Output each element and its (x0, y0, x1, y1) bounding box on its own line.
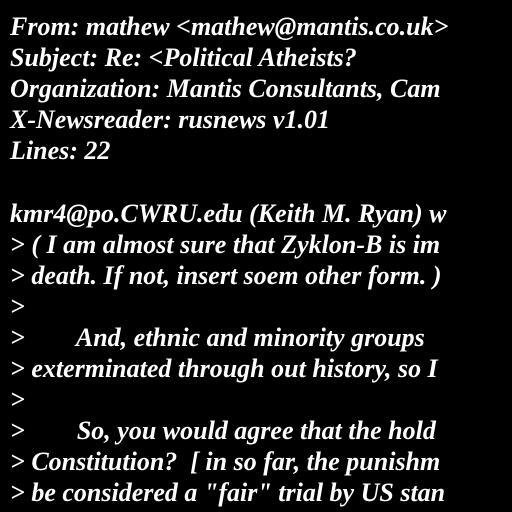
body-line-3: > death. If not, insert soem other form. ) (10, 261, 442, 290)
body-line-4: > (10, 292, 25, 321)
header-lines: Lines: 22 (10, 136, 111, 165)
body-line-10: > be considered a "fair" trial by US stan (10, 478, 446, 507)
header-organization: Organization: Mantis Consultants, Cam (10, 74, 441, 103)
body-line-9: > Constitution? [ in so far, the punishm (10, 447, 441, 476)
body-line-8: > So, you would agree that the hold (10, 416, 436, 445)
body-line-5: > And, ethnic and minority groups (10, 323, 425, 352)
body-line-1: kmr4@po.CWRU.edu (Keith M. Ryan) w (10, 199, 447, 228)
body-line-6: > exterminated through out history, so I (10, 354, 438, 383)
body-line-7: > (10, 385, 25, 414)
header-from: From: mathew <mathew@mantis.co.uk> (10, 12, 449, 41)
header-subject: Subject: Re: <Political Atheists? (10, 43, 357, 72)
body-line-2: > ( I am almost sure that Zyklon-B is im (10, 230, 441, 259)
header-newsreader: X-Newsreader: rusnews v1.01 (10, 105, 330, 134)
